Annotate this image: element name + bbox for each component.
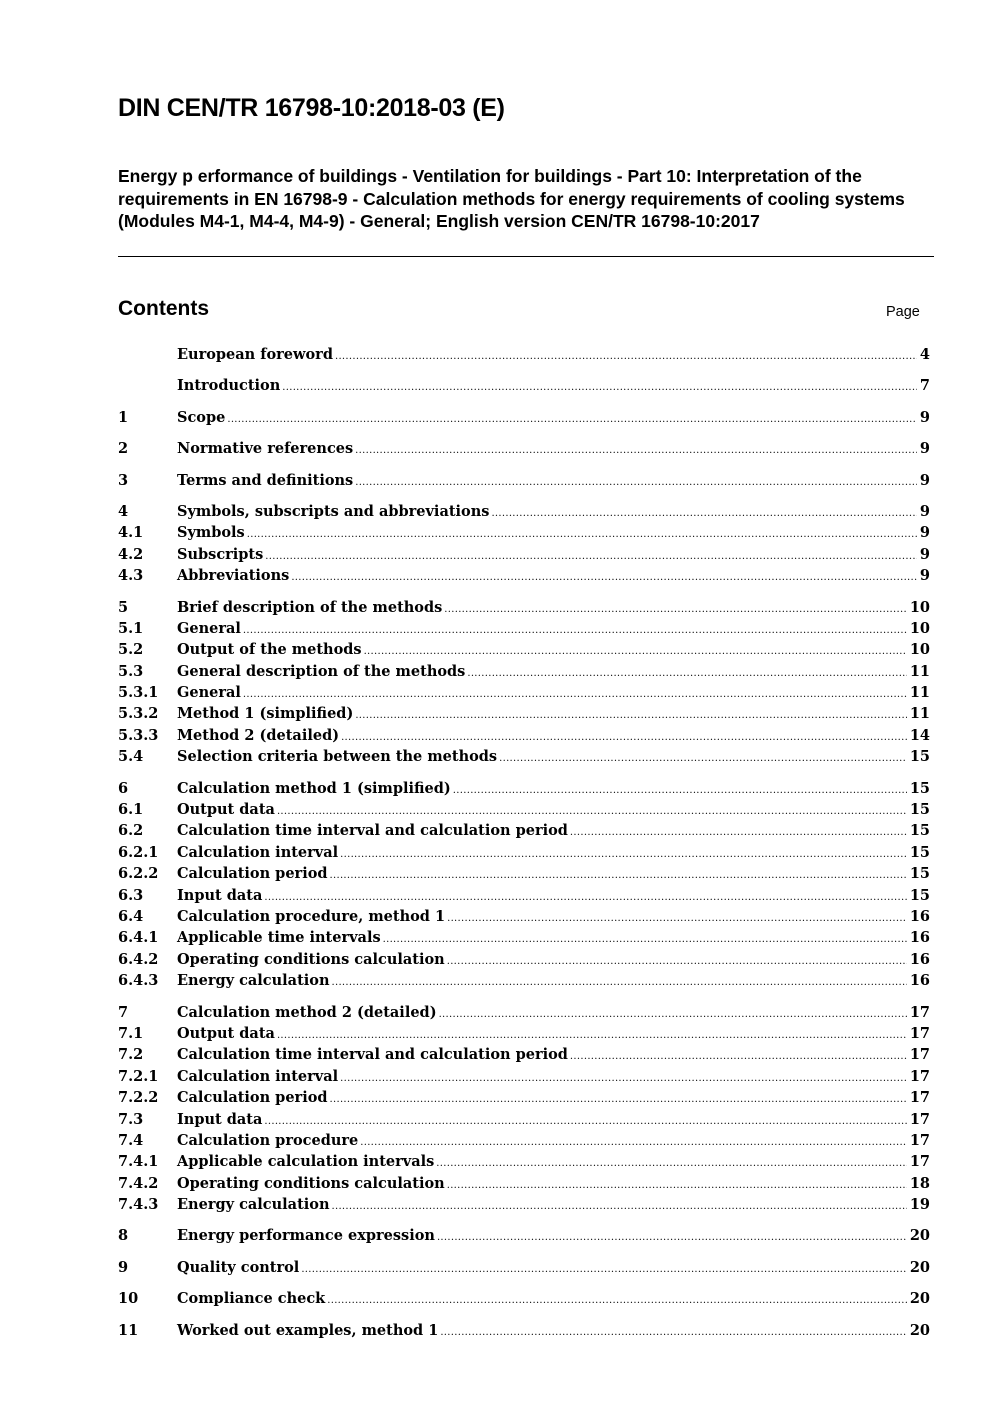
toc-entry-page: 4 <box>919 346 930 363</box>
toc-entry-page: 11 <box>909 684 930 702</box>
toc-dot-leader <box>341 727 907 744</box>
toc-dot-leader <box>453 780 907 797</box>
toc-dot-leader <box>227 409 917 426</box>
toc-entry-title: Calculation interval <box>177 1067 339 1085</box>
toc-entry[interactable] <box>118 546 930 567</box>
toc-dot-leader <box>340 1068 907 1085</box>
toc-dot-leader <box>355 705 907 722</box>
toc-entry[interactable] <box>118 684 930 705</box>
toc-entry-title: Abbreviations <box>177 567 290 585</box>
toc-dot-leader <box>444 599 907 616</box>
toc-entry-number: 7.2 <box>118 1046 144 1064</box>
toc-entry[interactable] <box>118 844 930 865</box>
toc-entry-title: Calculation procedure <box>177 1131 359 1149</box>
toc-entry-number: 2 <box>118 440 129 458</box>
toc-entry-page: 15 <box>909 843 930 861</box>
toc-entry-title: European foreword <box>177 346 333 363</box>
toc-entry-number: 7.4.1 <box>118 1153 159 1171</box>
toc-entry-number: 5.3.1 <box>118 684 159 702</box>
toc-dot-leader <box>330 865 907 882</box>
toc-entry-title: Worked out examples, method 1 <box>177 1321 439 1339</box>
toc-entry-title: Calculation method 1 (simplified) <box>177 779 451 797</box>
toc-entry-number: 5.4 <box>118 748 144 766</box>
toc-entry-page: 19 <box>909 1196 930 1214</box>
toc-entry[interactable] <box>118 409 930 430</box>
toc-entry-title: Calculation time interval and calculation period <box>177 822 568 840</box>
toc-entry[interactable] <box>118 1089 930 1110</box>
toc-entry-number: 11 <box>118 1321 139 1339</box>
toc-dot-leader <box>243 620 907 637</box>
toc-entry-page: 16 <box>909 950 930 968</box>
toc-entry[interactable] <box>118 503 930 524</box>
toc-entry-number: 5.3 <box>118 662 144 680</box>
toc-entry-page: 17 <box>909 1067 930 1085</box>
toc-entry-number: 6.2 <box>118 822 144 840</box>
toc-entry-number: 4.2 <box>118 545 144 563</box>
toc-entry-number: 5.2 <box>118 641 144 659</box>
toc-entry-number: 3 <box>118 471 129 489</box>
toc-dot-leader <box>243 684 907 701</box>
toc-entry[interactable] <box>118 748 930 769</box>
toc-entry-page: 20 <box>909 1227 930 1245</box>
toc-entry-title: Compliance check <box>177 1290 326 1308</box>
toc-entry-number: 5 <box>118 598 129 616</box>
toc-entry[interactable] <box>118 1132 930 1153</box>
toc-entry-number: 7 <box>118 1003 129 1021</box>
toc-entry-page: 11 <box>909 662 930 680</box>
toc-entry[interactable] <box>118 1068 930 1089</box>
toc-entry-page: 18 <box>909 1174 930 1192</box>
toc-entry[interactable] <box>118 1196 930 1217</box>
toc-entry-page: 17 <box>909 1003 930 1021</box>
toc-dot-leader <box>277 1025 907 1042</box>
toc-entry-number: 10 <box>118 1290 139 1308</box>
toc-dot-leader <box>467 663 906 680</box>
toc-entry-title: Output of the methods <box>177 641 362 659</box>
toc-entry-title: Applicable calculation intervals <box>177 1153 435 1171</box>
toc-entry[interactable] <box>118 524 930 545</box>
toc-dot-leader <box>447 951 907 968</box>
toc-entry-page: 7 <box>919 377 930 395</box>
toc-entry[interactable] <box>118 822 930 843</box>
toc-entry-number: 7.4.2 <box>118 1174 159 1192</box>
toc-dot-leader <box>264 887 906 904</box>
toc-entry-title: Normative references <box>177 440 354 458</box>
toc-entry[interactable] <box>118 1025 930 1046</box>
toc-entry[interactable] <box>118 1259 930 1280</box>
toc-entry-page: 9 <box>919 524 930 542</box>
toc-dot-leader <box>282 377 917 394</box>
toc-dot-leader <box>570 822 907 839</box>
toc-dot-leader <box>291 567 917 584</box>
toc-entry-title: Introduction <box>177 377 281 395</box>
toc-entry[interactable] <box>118 801 930 822</box>
toc-entry-number: 4.1 <box>118 524 144 542</box>
toc-entry-page: 10 <box>909 641 930 659</box>
toc-entry[interactable] <box>118 1153 930 1174</box>
document-id: DIN CEN/TR 16798-10:2018-03 (E) <box>118 94 505 122</box>
toc-dot-leader <box>327 1290 907 1307</box>
toc-entry-title: General <box>177 619 241 637</box>
toc-entry[interactable] <box>118 865 930 886</box>
toc-entry-number: 6 <box>118 779 129 797</box>
toc-entry-title: Calculation procedure, method 1 <box>177 907 446 925</box>
toc-entry-title: Symbols, subscripts and abbreviations <box>177 502 490 520</box>
toc-entry-page: 15 <box>909 779 930 797</box>
toc-entry-title: Operating conditions calculation <box>177 950 445 968</box>
toc-entry[interactable] <box>118 1175 930 1196</box>
toc-entry-page: 17 <box>909 1024 930 1042</box>
toc-entry[interactable] <box>118 377 930 398</box>
toc-entry-page: 17 <box>909 1089 930 1107</box>
toc-entry-number: 6.4.1 <box>118 929 159 947</box>
toc-entry-page: 16 <box>909 907 930 925</box>
toc-dot-leader <box>332 1196 907 1213</box>
toc-dot-leader <box>335 346 917 363</box>
toc-entry[interactable] <box>118 908 930 929</box>
toc-dot-leader <box>332 972 907 989</box>
toc-entry-title: Energy calculation <box>177 972 330 990</box>
toc-entry-page: 15 <box>909 801 930 819</box>
toc-entry-page: 11 <box>909 705 930 723</box>
toc-entry[interactable] <box>118 1004 930 1025</box>
toc-dot-leader <box>436 1153 907 1170</box>
toc-entry[interactable] <box>118 1227 930 1248</box>
toc-entry[interactable] <box>118 599 930 620</box>
toc-entry-title: Terms and definitions <box>177 471 354 489</box>
header-rule <box>118 256 934 257</box>
contents-heading: Contents <box>118 297 209 320</box>
toc-entry-title: Selection criteria between the methods <box>177 748 498 766</box>
toc-entry-title: Subscripts <box>177 545 264 563</box>
toc-entry[interactable] <box>118 727 930 748</box>
toc-entry-number: 6.4.3 <box>118 972 159 990</box>
toc-entry-title: Applicable time intervals <box>177 929 381 947</box>
toc-entry-title: Method 2 (detailed) <box>177 726 340 744</box>
toc-entry[interactable] <box>118 641 930 662</box>
toc-dot-leader <box>265 546 917 563</box>
toc-entry-number: 7.4 <box>118 1131 144 1149</box>
toc-dot-leader <box>440 1322 906 1339</box>
toc-entry[interactable] <box>118 472 930 493</box>
toc-entry[interactable] <box>118 440 930 461</box>
toc-entry-page: 17 <box>909 1131 930 1149</box>
toc-dot-leader <box>264 1111 906 1128</box>
toc-dot-leader <box>360 1132 907 1149</box>
toc-entry-page: 20 <box>909 1258 930 1276</box>
toc-entry-page: 20 <box>909 1321 930 1339</box>
toc-entry-title: Input data <box>177 1110 263 1128</box>
toc-entry-number: 1 <box>118 408 129 426</box>
toc-entry-page: 15 <box>909 822 930 840</box>
toc-entry[interactable] <box>118 567 930 588</box>
toc-dot-leader <box>355 472 917 489</box>
toc-entry-number: 6.3 <box>118 886 144 904</box>
toc-entry-number: 6.2.1 <box>118 843 159 861</box>
toc-entry-page: 9 <box>919 545 930 563</box>
toc-dot-leader <box>447 1175 907 1192</box>
toc-entry-number: 6.4.2 <box>118 950 159 968</box>
toc-entry-number: 5.3.2 <box>118 705 159 723</box>
toc-entry[interactable] <box>118 951 930 972</box>
toc-entry-number: 6.4 <box>118 907 144 925</box>
toc-entry[interactable] <box>118 780 930 801</box>
toc-entry-page: 15 <box>909 865 930 883</box>
toc-entry-page: 17 <box>909 1046 930 1064</box>
toc-entry[interactable] <box>118 663 930 684</box>
toc-entry-page: 17 <box>909 1110 930 1128</box>
toc-entry-title: Symbols <box>177 524 245 542</box>
toc-entry-title: Calculation period <box>177 865 328 883</box>
toc-entry-title: Energy calculation <box>177 1196 330 1214</box>
toc-dot-leader <box>499 748 907 765</box>
toc-dot-leader <box>330 1089 907 1106</box>
toc-entry-number: 7.4.3 <box>118 1196 159 1214</box>
toc-dot-leader <box>491 503 916 520</box>
toc-entry-title: Output data <box>177 801 275 819</box>
toc-entry-number: 4.3 <box>118 567 144 585</box>
toc-dot-leader <box>383 929 907 946</box>
toc-entry-page: 16 <box>909 972 930 990</box>
toc-entry-title: General <box>177 684 241 702</box>
toc-dot-leader <box>340 844 907 861</box>
toc-entry-number: 8 <box>118 1227 129 1245</box>
toc-entry-title: Quality control <box>177 1258 300 1276</box>
toc-entry-number: 7.3 <box>118 1110 144 1128</box>
toc-entry-page: 15 <box>909 886 930 904</box>
toc-entry[interactable] <box>118 1290 930 1311</box>
toc-entry-title: Calculation method 2 (detailed) <box>177 1003 437 1021</box>
toc-dot-leader <box>364 641 907 658</box>
toc-entry[interactable] <box>118 346 930 367</box>
toc-entry-title: Output data <box>177 1024 275 1042</box>
page-column-label: Page <box>886 304 920 320</box>
toc-dot-leader <box>570 1046 907 1063</box>
toc-entry-page: 17 <box>909 1153 930 1171</box>
toc-dot-leader <box>301 1259 906 1276</box>
toc-dot-leader <box>277 801 907 818</box>
toc-entry[interactable] <box>118 620 930 641</box>
toc-entry-page: 15 <box>909 748 930 766</box>
toc-entry-number: 6.1 <box>118 801 144 819</box>
toc-entry-page: 20 <box>909 1290 930 1308</box>
table-of-contents <box>118 346 930 1343</box>
toc-entry[interactable] <box>118 1111 930 1132</box>
toc-entry[interactable] <box>118 972 930 993</box>
toc-entry-number: 7.2.2 <box>118 1089 159 1107</box>
toc-entry[interactable] <box>118 1322 930 1343</box>
toc-entry-page: 9 <box>919 440 930 458</box>
toc-dot-leader <box>437 1227 907 1244</box>
toc-entry-title: Calculation time interval and calculation period <box>177 1046 568 1064</box>
toc-entry-title: Method 1 (simplified) <box>177 705 354 723</box>
toc-dot-leader <box>247 524 917 541</box>
toc-entry[interactable] <box>118 887 930 908</box>
toc-entry-number: 5.3.3 <box>118 726 159 744</box>
toc-entry-page: 16 <box>909 929 930 947</box>
toc-entry-number: 4 <box>118 502 129 520</box>
document-title: Energy p erformance of buildings - Ventilation for buildings - Part 10: Interpretation of the requirements in EN 16798-9 - Calculation methods for energy requirements of cooling systems (Modules M4-1, M4-4, M4-9) - General; English version CEN/TR 16798-10:2017 <box>118 166 905 231</box>
toc-dot-leader <box>439 1004 907 1021</box>
toc-entry-page: 9 <box>919 471 930 489</box>
toc-entry-page: 14 <box>909 726 930 744</box>
toc-entry-title: Calculation interval <box>177 843 339 861</box>
toc-entry-number: 7.2.1 <box>118 1067 159 1085</box>
toc-entry-title: Energy performance expression <box>177 1227 435 1245</box>
toc-dot-leader <box>355 440 917 457</box>
toc-entry[interactable] <box>118 1046 930 1067</box>
toc-entry-title: Brief description of the methods <box>177 598 443 616</box>
toc-entry-page: 9 <box>919 567 930 585</box>
toc-entry-page: 10 <box>909 598 930 616</box>
toc-entry-title: Calculation period <box>177 1089 328 1107</box>
toc-entry-page: 9 <box>919 408 930 426</box>
toc-entry-title: General description of the methods <box>177 662 466 680</box>
toc-entry-title: Operating conditions calculation <box>177 1174 445 1192</box>
toc-entry-title: Scope <box>177 408 226 426</box>
toc-entry-title: Input data <box>177 886 263 904</box>
toc-entry-page: 9 <box>919 502 930 520</box>
toc-dot-leader <box>447 908 907 925</box>
toc-entry[interactable] <box>118 705 930 726</box>
toc-entry-number: 7.1 <box>118 1024 144 1042</box>
toc-entry-number: 5.1 <box>118 619 144 637</box>
toc-entry-number: 6.2.2 <box>118 865 159 883</box>
toc-entry-number: 9 <box>118 1258 129 1276</box>
toc-entry-page: 10 <box>909 619 930 637</box>
toc-entry[interactable] <box>118 929 930 950</box>
